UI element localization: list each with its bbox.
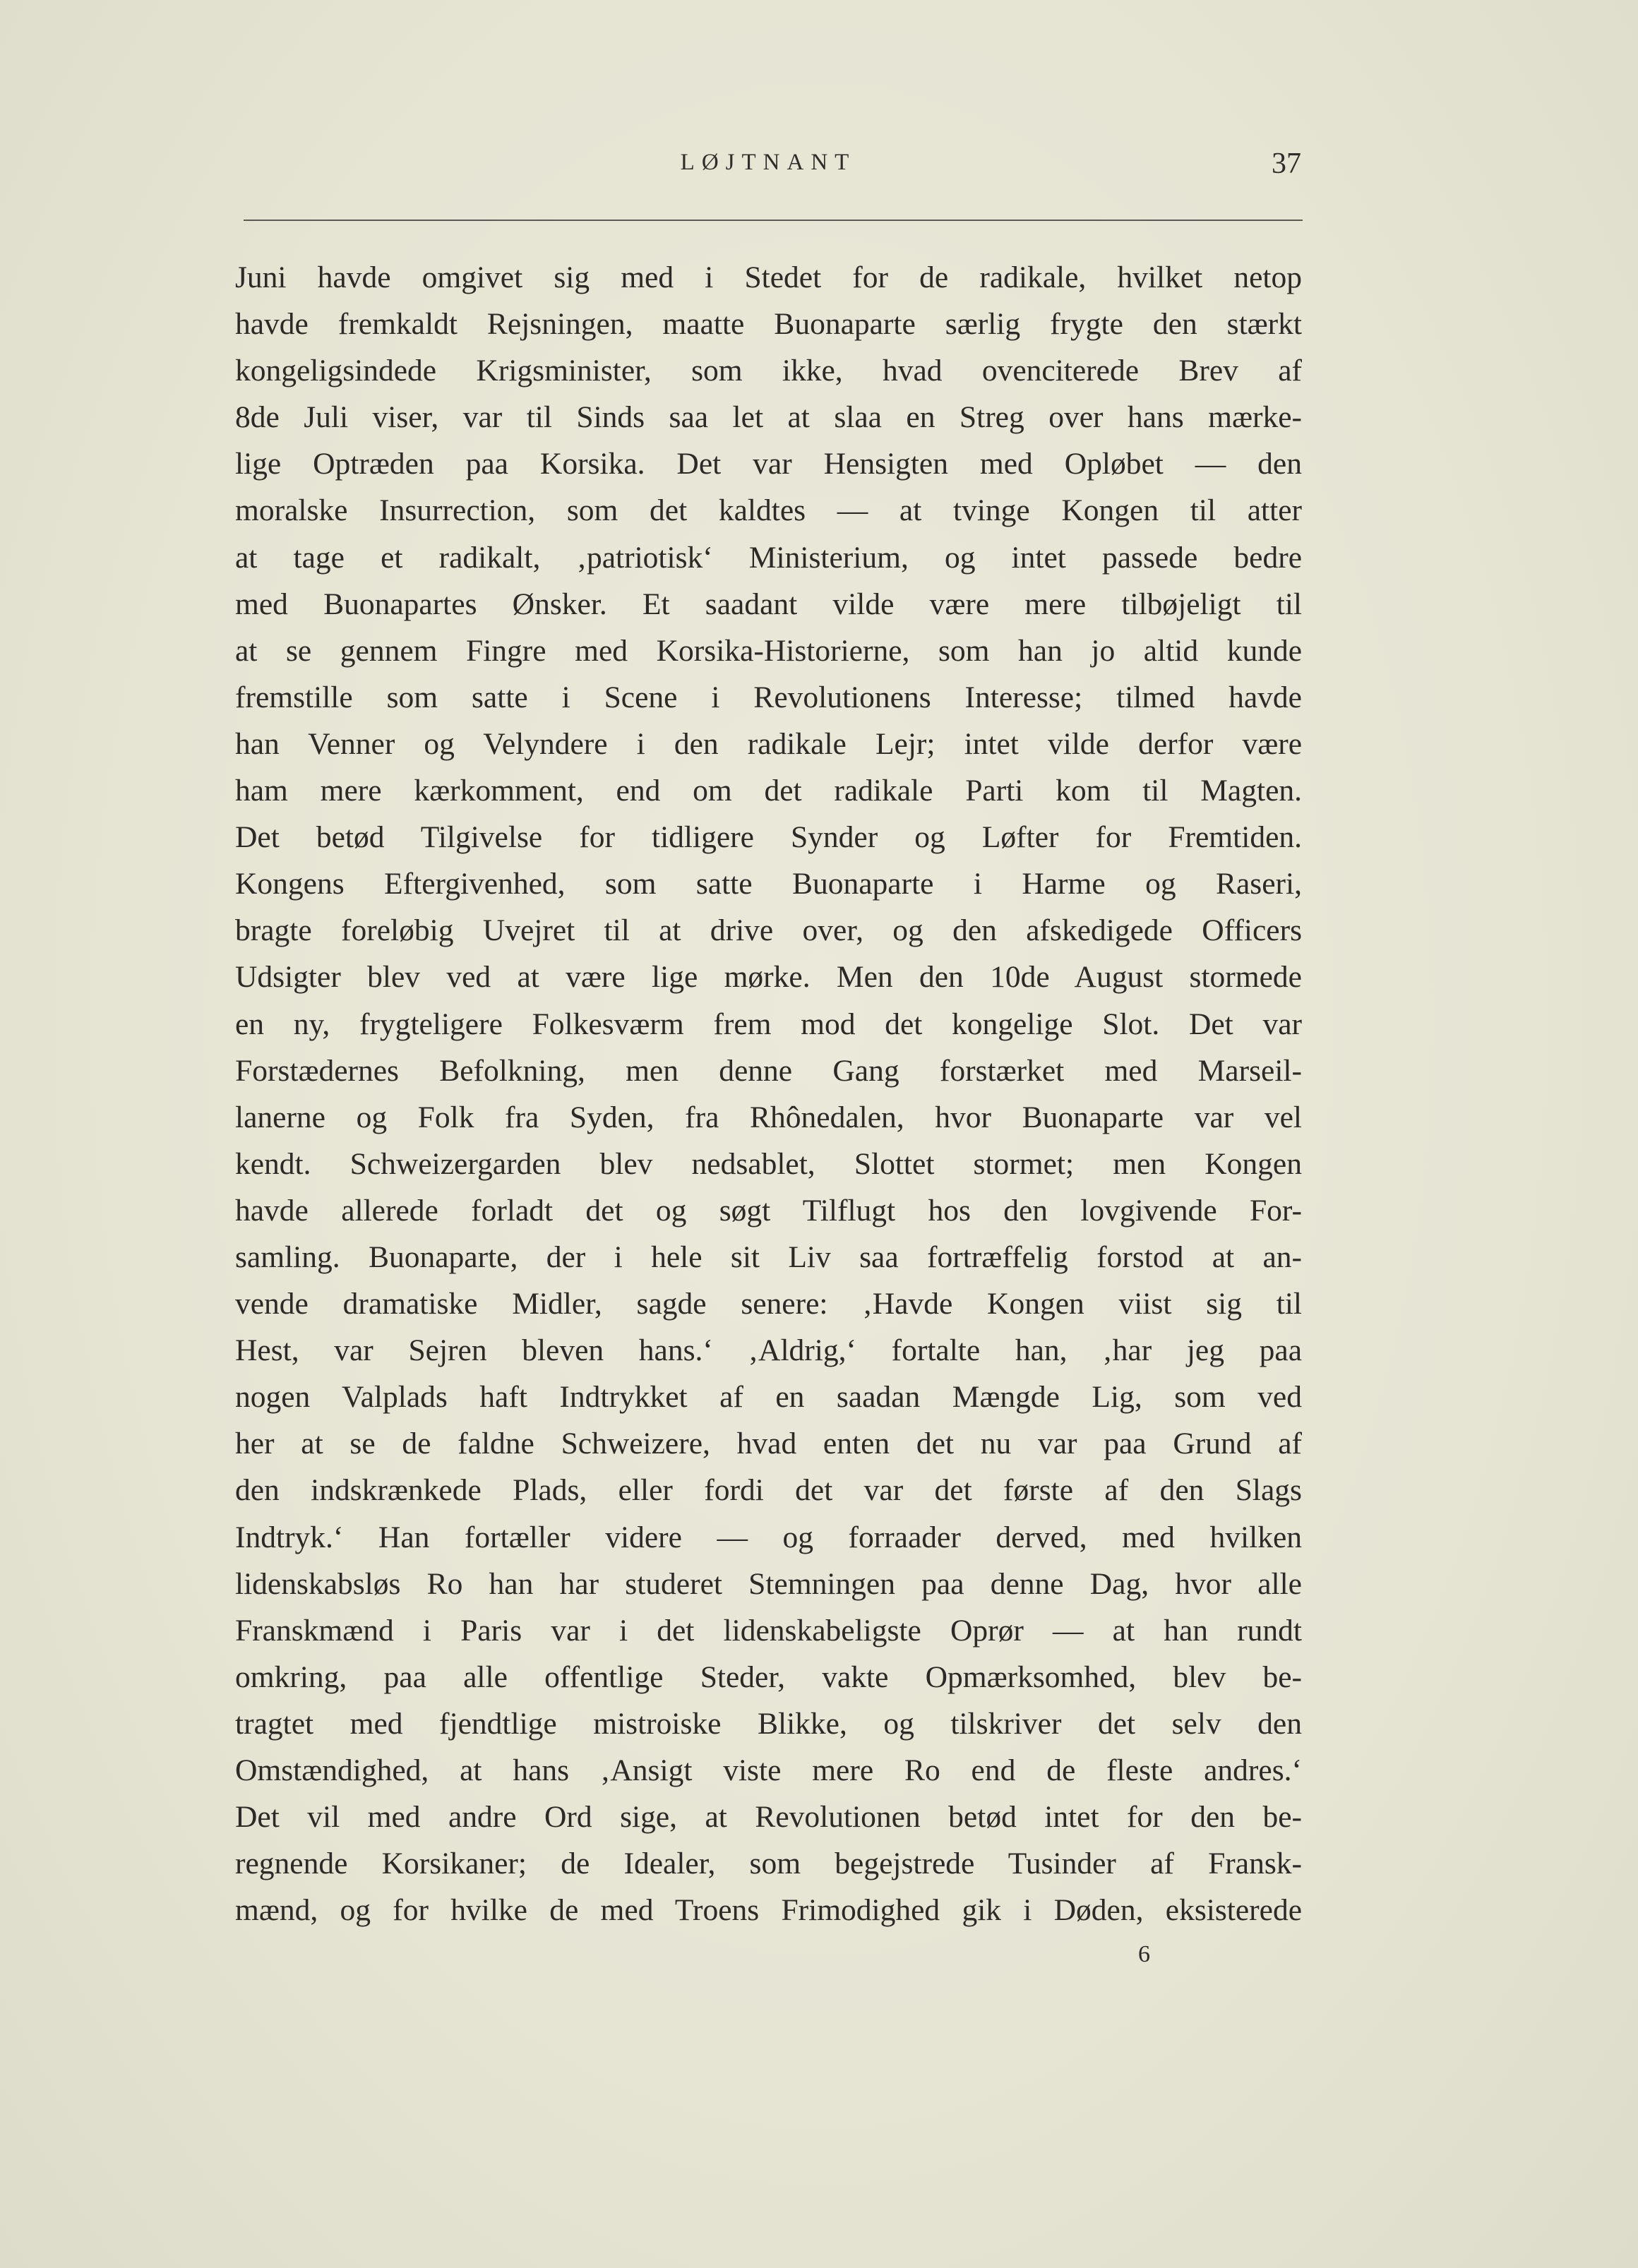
text-line: Det vil med andre Ord sige, at Revolutionen betød intet for den be- (235, 1800, 1302, 1835)
text-line: Franskmænd i Paris var i det lidenskabeligste Oprør — at han rundt (235, 1613, 1302, 1648)
text-line: lidenskabsløs Ro han har studeret Stemningen paa denne Dag, hvor alle (235, 1566, 1302, 1601)
page-number: 37 (1272, 148, 1301, 180)
text-line: Indtryk.‘ Han fortæller videre — og forraader derved, med hvilken (235, 1520, 1302, 1554)
text-line: Det betød Tilgivelse for tidligere Synder og Løfter for Fremtiden. (235, 820, 1302, 855)
text-line: bragte foreløbig Uvejret til at drive over, og den afskedigede Officers (235, 913, 1302, 948)
text-line: Hest, var Sejren bleven hans.‘ ‚Aldrig,‘ fortalte han, ‚har jeg paa (235, 1333, 1302, 1368)
text-line: regnende Korsikaner; de Idealer, som begejstrede Tusinder af Fransk- (235, 1847, 1302, 1881)
text-line: den indskrænkede Plads, eller fordi det var det første af den Slags (235, 1473, 1302, 1508)
text-line: at tage et radikalt, ‚patriotisk‘ Ministerium, og intet passede bedre (235, 540, 1302, 575)
text-line: 8de Juli viser, var til Sinds saa let at slaa en Streg over hans mærke- (235, 400, 1302, 435)
text-line: en ny, frygteligere Folkesværm frem mod det kongelige Slot. Det var (235, 1007, 1302, 1041)
text-line: nogen Valplads haft Indtrykket af en saadan Mængde Lig, som ved (235, 1380, 1302, 1415)
text-line: han Venner og Velyndere i den radikale Lejr; intet vilde derfor være (235, 726, 1302, 761)
signature-mark: 6 (1138, 1941, 1150, 1967)
text-line: ham mere kærkomment, end om det radikale Parti kom til Magten. (235, 774, 1302, 808)
text-line: Juni havde omgivet sig med i Stedet for de radikale, hvilket netop (235, 260, 1302, 294)
body-text (235, 254, 1302, 1933)
text-line: Kongens Eftergivenhed, som satte Buonaparte i Harme og Raseri, (235, 867, 1302, 901)
text-line: Forstædernes Befolkning, men denne Gang forstærket med Marseil- (235, 1053, 1302, 1088)
text-line: havde fremkaldt Rejsningen, maatte Buonaparte særlig frygte den stærkt (235, 307, 1302, 342)
text-line: fremstille som satte i Scene i Revolutionens Interesse; tilmed havde (235, 680, 1302, 714)
text-line: lige Optræden paa Korsika. Det var Hensigten med Opløbet — den (235, 447, 1302, 481)
text-line: moralske Insurrection, som det kaldtes — at tvinge Kongen til atter (235, 493, 1302, 528)
text-line: her at se de faldne Schweizere, hvad enten det nu var paa Grund af (235, 1427, 1302, 1461)
text-line: Omstændighed, at hans ‚Ansigt viste mere Ro end de fleste andres.‘ (235, 1753, 1302, 1787)
text-line: kendt. Schweizergarden blev nedsablet, Slottet stormet; men Kongen (235, 1146, 1302, 1181)
text-line: Udsigter blev ved at være lige mørke. Men den 10de August stormede (235, 960, 1302, 995)
text-line: vende dramatiske Midler, sagde senere: ‚Havde Kongen viist sig til (235, 1287, 1302, 1321)
running-title: LØJTNANT (680, 150, 856, 175)
text-line: med Buonapartes Ønsker. Et saadant vilde være mere tilbøjeligt til (235, 587, 1302, 621)
text-line: tragtet med fjendtlige mistroiske Blikke, og tilskriver det selv den (235, 1706, 1302, 1741)
text-line: kongeligsindede Krigsminister, som ikke, hvad ovenciterede Brev af (235, 354, 1302, 388)
text-line: omkring, paa alle offentlige Steder, vakte Opmærksomhed, blev be- (235, 1660, 1302, 1694)
running-header (235, 150, 1301, 192)
text-line: mænd, og for hvilke de med Troens Frimodighed gik i Døden, eksisterede (235, 1893, 1302, 1928)
text-line: lanerne og Folk fra Syden, fra Rhônedalen, hvor Buonaparte var vel (235, 1100, 1302, 1134)
text-line: at se gennem Fingre med Korsika-Historierne, som han jo altid kunde (235, 633, 1302, 668)
text-line: samling. Buonaparte, der i hele sit Liv saa fortræffelig forstod at an- (235, 1240, 1302, 1274)
text-line: havde allerede forladt det og søgt Tilflugt hos den lovgivende For- (235, 1193, 1302, 1228)
header-rule (244, 220, 1303, 221)
